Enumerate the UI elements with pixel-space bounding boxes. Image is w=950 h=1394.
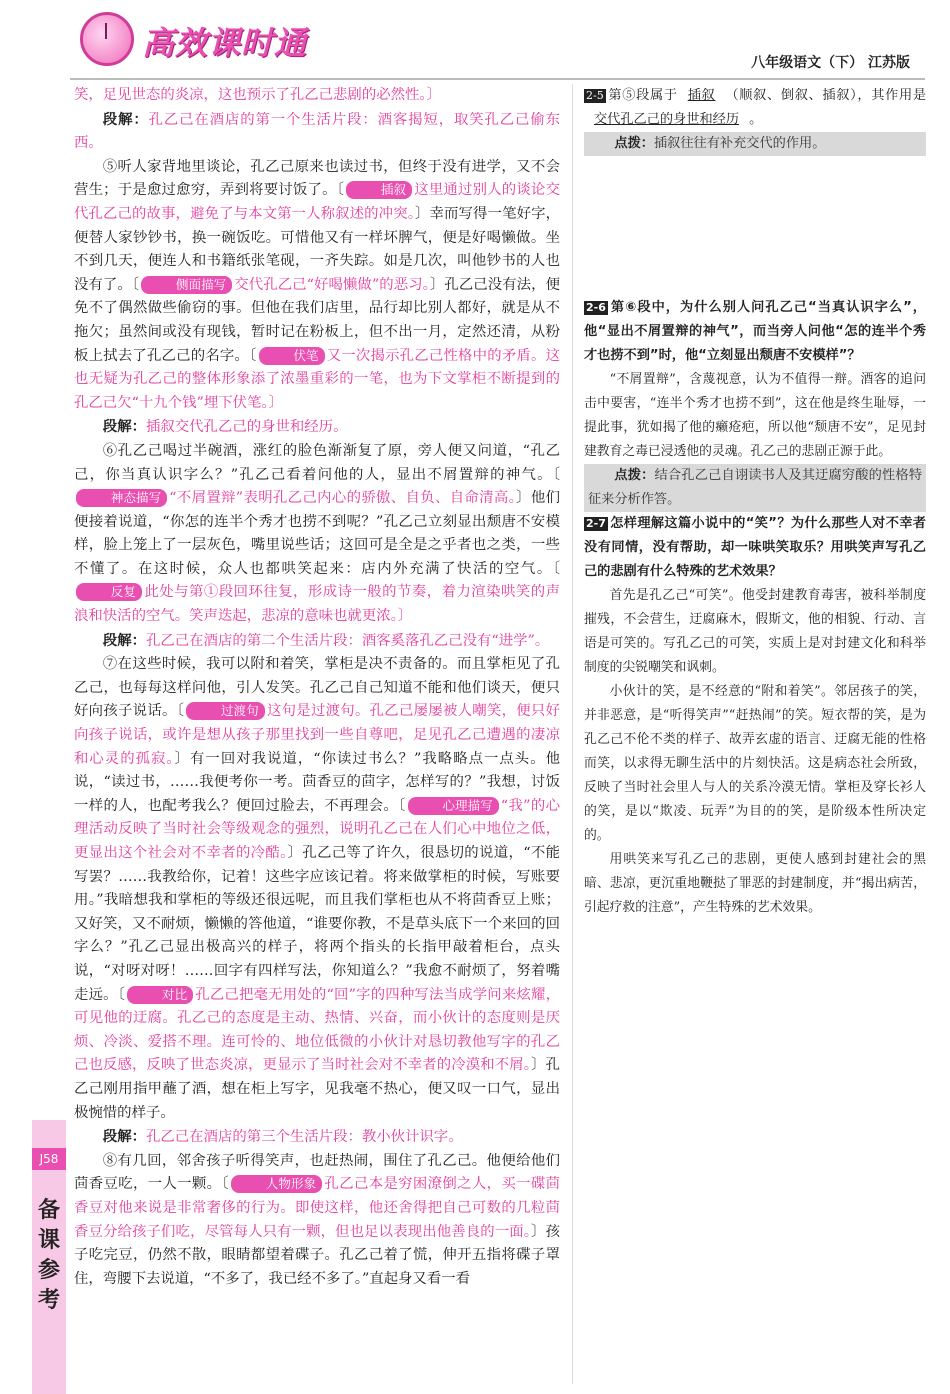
- tip-text: 插叙往往有补充交代的作用。: [653, 136, 826, 151]
- annotation-note: 这里通过别人的谈论交代孔乙己的故事，避免了与本文第一人称叙述的冲突。: [74, 182, 560, 222]
- question-text: 。: [749, 112, 763, 127]
- answer-7-part-1: 首先是孔乙己“可笑”。他受封建教育毒害，被科举制度摧残，不会营生，迂腐麻木，假斯文，他的相貌、行动、言语是可笑的。写孔乙己的可笑，实质上是对封建文化和科举制度的尖锐嘲笑和讽刺。: [584, 588, 926, 675]
- column-divider: [572, 84, 573, 1384]
- segment-label: 段解：: [102, 110, 149, 128]
- annotation-note: 孔乙己本是穷困潦倒之人，买一碟茴香豆对他来说是非常奢侈的行为。即使这样，他还舍得把自己可数的几粒茴香豆分给孩子们吃，尽管每人只有一颗，但也足以表现出他善良的一面。: [74, 1176, 560, 1240]
- question-number: 2-7: [586, 517, 606, 530]
- segment-label: 段解：: [102, 1128, 146, 1146]
- answer-blank: 插叙: [687, 88, 716, 103]
- paragraph-5: [74, 156, 560, 416]
- text-run: 〕孩子吃完豆，仍然不散，眼睛都望着碟子。孔乙己着了慌，伸开五指将碟子罩住，弯腰下去说道，“不多了，我已经不多了。”直起身又看一看: [74, 1223, 560, 1287]
- page-header: [0, 0, 950, 80]
- page-number-tag: J58: [32, 1148, 66, 1170]
- note-tail: 笑，足见世态的炎凉，这也预示了孔乙己悲剧的必然性。〕: [74, 87, 441, 103]
- segment-text: 插叙交代孔乙己的身世和经历。: [145, 419, 348, 436]
- annotation-note: 此处与第①段回环往复，形成诗一般的节奏，着力渲染哄笑的声浪和快活的空气。笑声迭起，悲凉的意味也就更浓。〕: [74, 584, 560, 625]
- clock-icon: [80, 12, 134, 66]
- annotation-tag: 人物形象: [231, 1175, 322, 1193]
- annotation-note: “我”的心理活动反映了当时社会等级观念的强烈，说明孔乙己在人们心中地位之低，更显出这个社会对不幸者的冷酷。: [74, 797, 560, 861]
- question-text: （顺叙、倒叙、插叙），其作用是: [725, 88, 926, 103]
- annotation-tag: 神态描写: [76, 489, 167, 507]
- text-run: ⑥孔乙己喝过半碗酒，涨红的脸色渐渐复了原，旁人便又问道，“孔乙己，你当真认识字么？”孔乙己看着问他的人，显出不屑置辩的神气。〔: [74, 442, 560, 483]
- answer-space: [584, 156, 926, 296]
- segment-label: 段解：: [102, 418, 146, 436]
- annotation-tag: 过渡句: [186, 702, 265, 720]
- segment-text: 孔乙己在酒店的第二个生活片段：酒客奚落孔乙己没有“进学”。: [145, 632, 550, 649]
- annotation-note: 交代孔乙己“好喝懒做”的恶习。: [234, 276, 430, 293]
- text-run: ⑦在这些时候，我可以附和着笑，掌柜是决不责备的。而且掌柜见了孔乙己，也每每这样问他，引人发笑。孔乙己自己知道不能和他们谈天，便只好向孩子说话。〔: [74, 656, 560, 720]
- text-run: ⑧有几回，邻舍孩子听得笑声，也赶热闹，围住了孔乙己。他便给他们茴香豆吃，一人一颗。〔: [74, 1152, 560, 1193]
- paragraph-7: [74, 653, 560, 1125]
- side-vertical-label: 备 课 参 考: [37, 1198, 60, 1313]
- annotation-note: 孔乙己把毫无用处的“回”字的四种写法当成学问来炫耀，可见他的迂腐。孔乙己的态度是主动、热情、兴奋，而小伙计的态度则是厌烦、冷淡、爱搭不理。连可怜的、地位低微的小伙计对恳切教他写字的孔乙己也反感，反映了世态炎凉，更显示了当时社会对不幸者的冷漠和不屑。: [74, 986, 560, 1074]
- right-column: [584, 84, 926, 1024]
- text-run: 〕孔乙己没有法，便免不了偶然做些偷窃的事。但他在我们店里，品行却比别人都好，就是从不拖欠；虽然间或没有现钱，暂时记在粉板上，但不出一月，定然还清，从粉板上拭去了孔乙己的名字。〔: [74, 276, 560, 364]
- annotation-tag: 心理描写: [408, 797, 499, 815]
- annotation-tag: 反复: [76, 583, 142, 601]
- book-title: 八年级语文（下） 江苏版: [751, 55, 910, 71]
- question-6: [584, 296, 926, 368]
- tip-text: 结合孔乙己自诩读书人及其迂腐穷酸的性格特征来分析作答。: [588, 468, 923, 507]
- tip-box: [584, 464, 926, 512]
- question-text: 怎样理解这篇小说中的“笑”？为什么那些人对不幸者没有同情，没有帮助，却一味哄笑取乐？用哄笑声写孔乙己的悲剧有什么特殊的艺术效果？: [584, 516, 926, 579]
- text-run: 〕幸而写得一笔好字，便替人家钞钞书，换一碗饭吃。可惜他又有一样坏脾气，便是好喝懒做。坐不到几天，便连人和书籍纸张笔砚，一齐失踪。如是几次，叫他钞书的人也没有了。〔: [74, 205, 560, 293]
- text-run: ⑤听人家背地里谈论，孔乙己原来也读过书，但终于没有进学，又不会营生；于是愈过愈穷，弄到将要讨饭了。〔: [74, 158, 560, 199]
- annotation-note: 这句是过渡句。孔乙己屡屡被人嘲笑，便只好向孩子说话，或许是想从孩子那里找到一些自尊吧，足见孔乙己遭遇的凄凉和心灵的孤寂。: [74, 703, 560, 767]
- header-divider: [70, 78, 925, 80]
- segment-analysis-4: [74, 1125, 560, 1150]
- segment-text: 孔乙己在酒店的第一个生活片段：酒客揭短，取笑孔乙己偷东西。: [74, 111, 560, 152]
- brand-logo: [70, 10, 370, 72]
- segment-analysis-1: [74, 108, 560, 156]
- tip-box: [584, 132, 926, 156]
- annotation-tag: 对比: [127, 986, 193, 1004]
- question-5: [584, 84, 926, 132]
- annotation-tag: 伏笔: [259, 347, 325, 365]
- annotation-tag: 插叙: [346, 181, 412, 199]
- text-run: 〕孔乙己刚用指甲蘸了酒，想在柜上写字，见我毫不热心，便又叹一口气，显出极惋惜的样子。: [74, 1057, 560, 1121]
- annotation-tag: 侧面描写: [141, 276, 232, 294]
- segment-label: 段解：: [102, 631, 146, 649]
- annotation-note: 又一次揭示孔乙己性格中的矛盾。这也无疑为孔乙己的整体形象添了浓墨重彩的一笔，也为下文掌柜不断提到的孔乙己欠“十九个钱”埋下伏笔。〕: [74, 347, 560, 411]
- question-text: 第⑤段属于: [607, 88, 678, 103]
- question-text: 第⑥段中，为什么别人问孔乙己“当真认识字么”，他“显出不屑置辩的神气”，而当旁人问他“怎的连半个秀才也捞不到”时，他“立刻显出颓唐不安模样”？: [584, 300, 926, 363]
- left-column: [74, 84, 560, 1384]
- annotation-note: “不屑置辩”表明孔乙己内心的骄傲、自负、自命清高。: [169, 490, 517, 507]
- segment-text: 孔乙己在酒店的第三个生活片段：教小伙计识字。: [145, 1129, 463, 1146]
- tip-label: 点拨：: [614, 136, 654, 151]
- logo-text: 高效课时通: [142, 24, 308, 62]
- question-number: 2-6: [586, 301, 606, 314]
- answer-7-part-2: 小伙计的笑，是不经意的“附和着笑”。邻居孩子的笑，并非恶意，是“听得笑声”“赶热闹”的笑。短衣帮的笑，是为孔乙己不伦不类的样子、故弄玄虚的语言、迂腐无能的性格而笑，以求得无聊生活中的片刻快活。这是病态社会所致，反映了当时社会里人与人的关系冷漠无情。掌柜及穿长衫人的笑，是以“欺凌、玩弄”为目的的笑，是阶级本性所决定的。: [584, 684, 926, 843]
- question-number: 2-5: [586, 89, 604, 102]
- answer-7-part-3: 用哄笑来写孔乙己的悲剧，更使人感到封建社会的黑暗、悲凉，更沉重地鞭挞了罪恶的封建制度，并“揭出病苦，引起疗救的注意”，产生特殊的艺术效果。: [584, 852, 926, 915]
- text-run: 〕孔乙己等了许久，很恳切的说道，“不能写罢？……我教给你，记着！这些字应该记着。将来做掌柜的时候，写账要用。”我暗想我和掌柜的等级还很远呢，而且我们掌柜也从不将茴香豆上账；又好笑，又不耐烦，懒懒的答他道，“谁要你教，不是草头底下一个来回的回字么？”孔乙己显出极高兴的样子，将两个指头的长指甲敲着柜台，点头说，“对呀对呀！……回字有四样写法，你知道么？”我愈不耐烦了，努着嘴走远。〔: [74, 845, 560, 1003]
- answer-blank: 交代孔乙己的身世和经历: [594, 112, 740, 127]
- text-run: 〕有一回对我说道，“你读过书么？”我略略点一点头。他说，“读过书，……我便考你一考。茴香豆的茴字，怎样写的？”我想，讨饭一样的人，也配考我么？便回过脸去，不再理会。〔: [74, 750, 560, 814]
- text-run: 〕他们便接着说道，“你怎的连半个秀才也捞不到呢？”孔乙己立刻显出颓唐不安模样，脸上笼上了一层灰色，嘴里说些话；这回可是全是之乎者也之类，一些不懂了。在这时候，众人也都哄笑起来：店内外充满了快活的空气。〔: [74, 490, 560, 577]
- question-7: [584, 512, 926, 584]
- tip-label: 点拨：: [614, 468, 655, 483]
- paragraph-6: [74, 440, 560, 629]
- segment-analysis-3: [74, 629, 560, 654]
- answer-6: “不屑置辩”，含蔑视意，认为不值得一辩。酒客的追问击中要害，“连半个秀才也捞不到”，这在他是终生耻辱，一提此事，犹如揭了他的癞疮疤，所以他“颓唐不安”，足见封建教育之毒已浸透他的灵魂。孔乙己的悲剧正源于此。: [584, 372, 926, 459]
- paragraph-8: [74, 1150, 560, 1292]
- segment-analysis-2: [74, 415, 560, 440]
